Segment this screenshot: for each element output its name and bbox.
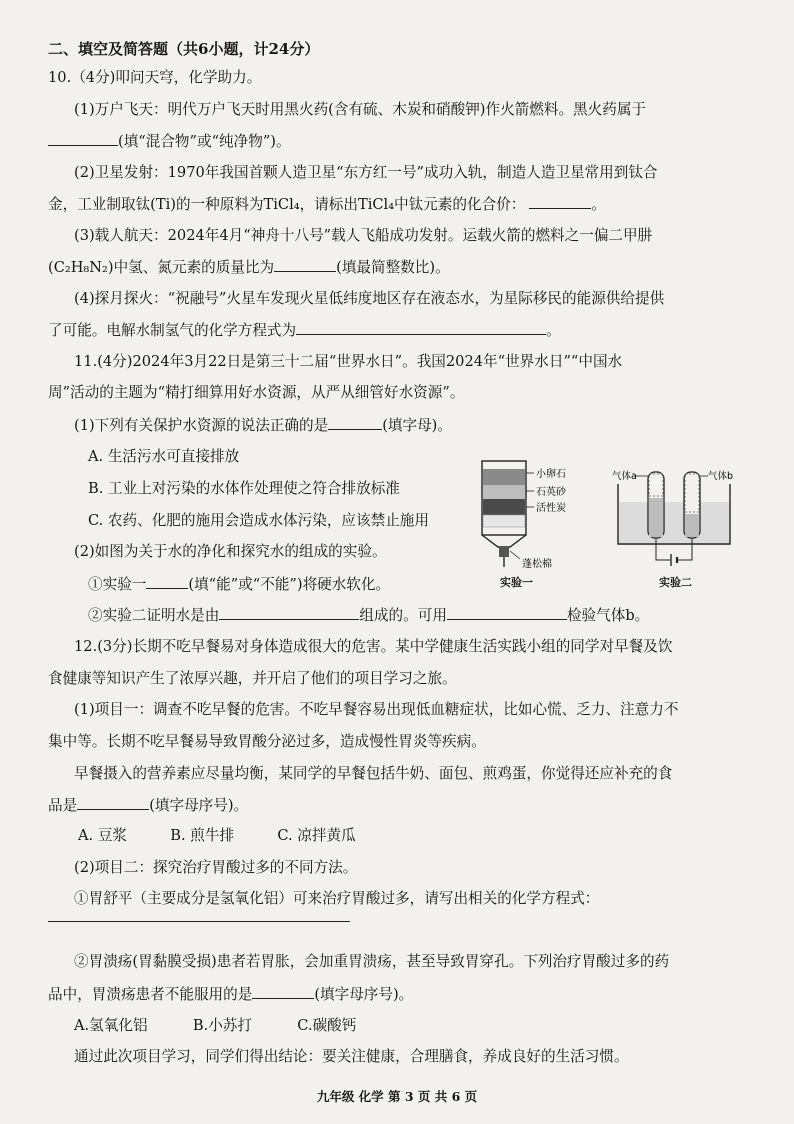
stopper [499,547,509,557]
q10-part3-text: (C₂H₈N₂)中氢、氮元素的质量比为 [48,259,275,276]
q10-part4-line2: 了可能。电解水制氢气的化学方程式为 。 [48,322,561,339]
q10-part4-line1: (4)探月探火：“祝融号”火星车发现火星低纬度地区存在液态水，为星际移民的能源供给提供 [74,290,665,307]
label-quartz-sand: 石英砂 [536,487,566,498]
water [619,502,729,543]
q12-part1-line1: (1)项目一：调查不吃早餐的危害。不吃早餐容易出现低血糖症状，比如心慌、乏力、注意力不 [74,701,679,718]
page-footer: 九年级 化学 第 3 页 共 6 页 [316,1089,478,1104]
q11-option-a: A. 生活污水可直接排放 [88,448,240,465]
q12-sub2-line2: 品中，胃溃疡患者不能服用的是 (填字母序号)。 [48,986,414,1003]
q10-part1-line1: (1)万户飞天：明代万户飞天时用黑火药(含有硫、木炭和硝酸钾)作火箭燃料。黑火药属于 [74,101,647,118]
q10-stem: 10.（4分)叩问天穹，化学助力。 [48,69,262,86]
answer-blank[interactable] [146,574,188,589]
q12-option2-c: C.碳酸钙 [297,1017,357,1034]
q12-stem-line1: 12.(3分)长期不吃早餐易对身体造成很大的危害。某中学健康生活实践小组的同学对早餐及饮 [74,638,673,655]
q10-part1-line2 [48,131,760,152]
q11-part1: (1)下列有关保护水资源的说法正确的是 (填字母)。 [74,417,452,434]
q12-part1-line2: 集中等。长期不吃早餐易导致胃酸分泌过多，造成慢性胃炎等疾病。 [48,733,486,750]
answer-blank[interactable] [219,605,359,620]
q10-part3-tail: (填最简整数比)。 [336,259,450,276]
q12-part1-line4: 品是 (填字母序号)。 [48,797,249,814]
answer-line-equation[interactable] [48,920,350,922]
q12-options-2 [74,1016,760,1036]
answer-blank[interactable] [77,795,149,810]
figure-caption-2: 实验二 [659,576,692,589]
q10-part1-tail: (填“混合物”或“纯净物”)。 [118,133,291,150]
answer-blank[interactable] [529,194,591,209]
q12-stem-line2: 食健康等知识产生了浓厚兴趣，并开启了他们的项目学习之旅。 [48,670,457,687]
q10-part3-line2 [48,257,760,278]
label-gas-a: 气体a [612,471,637,482]
label-pebble: 小卵石 [536,469,566,480]
q10-part2-line1: (2)卫星发射：1970年我国首颗人造卫星“东方红一号”成功入轨，制造人造卫星常用到钛合 [74,164,658,181]
q10-part3-line1: (3)载人航天：2024年4月“神舟十八号”载人飞船成功发射。运载火箭的燃料之一偏二甲肼 [74,227,653,244]
answer-blank[interactable] [252,984,314,999]
q12-option-b: B. 煎牛排 [170,827,235,844]
q12-options-1 [78,826,760,846]
q12-part2: (2)项目二：探究治疗胃酸过多的不同方法。 [74,859,358,876]
section-title: 二、填空及简答题（共6小题，计24分） [48,40,320,58]
answer-blank[interactable] [296,320,546,335]
label-cotton: 蓬松棉 [522,559,552,570]
q12-conclusion: 通过此次项目学习，同学们得出结论：要关注健康，合理膳食，养成良好的生活习惯。 [74,1048,629,1065]
label-gas-b: 气体b [708,471,734,482]
q10-part2-line2: 金，工业制取钛(Ti)的一种原料为TiCl₄，请标出TiCl₄中钛元素的化合价： 。 [48,196,607,213]
activated-carbon-layer [483,499,525,515]
q11-part2: (2)如图为关于水的净化和探究水的组成的实验。 [74,543,387,560]
answer-blank[interactable] [274,257,336,272]
label-activated-carbon: 活性炭 [536,503,566,514]
q11-option-c: C. 农药、化肥的施用会造成水体污染，应该禁止施用 [88,512,429,529]
cotton-layer [483,515,525,527]
q12-sub1: ①胃舒平（主要成分是氢氧化铝）可来治疗胃酸过多，请写出相关的化学方程式： [74,890,600,907]
q12-part1-line3: 早餐摄入的营养素应尽量均衡，某同学的早餐包括牛奶、面包、煎鸡蛋，你觉得还应补充的食 [74,765,673,782]
q11-stem-line2: 周”活动的主题为“精打细算用好水资源，从严从细管好水资源”。 [48,384,465,401]
pebble-layer [483,469,525,485]
q12-option2-b: B.小苏打 [192,1017,252,1034]
q11-sub1: ①实验一 (填“能”或“不能”)将硬水软化。 [88,576,391,593]
quartz-sand-layer [483,485,525,499]
q10-part2-text: 金，工业制取钛(Ti)的一种原料为TiCl₄，请标出TiCl₄中钛元素的化合价： [48,196,526,213]
figure-caption-1: 实验一 [500,576,533,589]
q11-stem-line1: 11.(4分)2024年3月22日是第三十二届“世界水日”。我国2024年“世界水日”“中国水 [74,353,623,370]
q10-part4-text: 了可能。电解水制氢气的化学方程式为 [48,322,297,339]
q12-option-c: C. 凉拌黄瓜 [277,827,356,844]
q12-option2-a: A.氢氧化铝 [74,1017,148,1034]
answer-blank[interactable] [48,131,118,146]
funnel-neck [482,535,526,547]
q11-sub2: ②实验二证明水是由 组成的。可用 检验气体b。 [88,607,650,624]
answer-blank[interactable] [447,605,567,620]
q12-option-a: A. 豆浆 [78,827,128,844]
q12-sub2-line1: ②胃溃疡(胃黏膜受损)患者若胃胀，会加重胃溃疡，甚至导致胃穿孔。下列治疗胃酸过多的药 [74,953,670,970]
answer-blank[interactable] [328,415,382,430]
q11-option-b: B. 工业上对污染的水体作处理使之符合排放标准 [88,480,400,497]
figure-electrolysis [612,462,736,572]
